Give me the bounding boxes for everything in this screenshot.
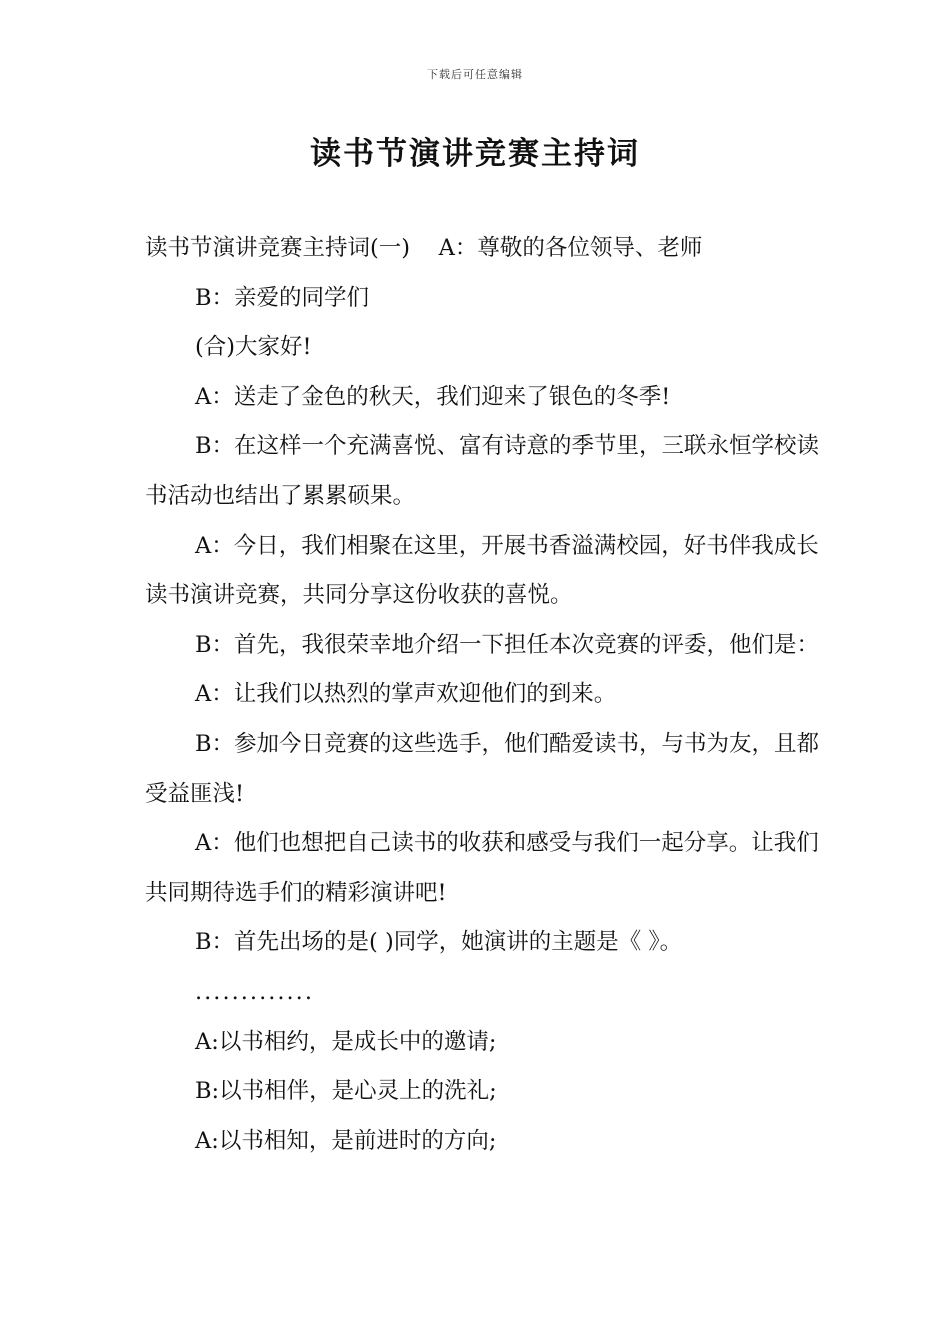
document-body bbox=[145, 224, 825, 1166]
paragraph: A:以书相知，是前进时的方向; bbox=[195, 1127, 497, 1154]
paragraph: B：参加今日竞赛的这些选手，他们酷爱读书，与书为友，且都受益匪浅! bbox=[145, 730, 820, 807]
paragraph: A：送走了金色的秋天，我们迎来了银色的冬季! bbox=[195, 383, 671, 410]
ellipsis-divider: ............. bbox=[195, 978, 314, 1005]
paragraph: B：首先出场的是( )同学，她演讲的主题是《 》。 bbox=[195, 929, 683, 956]
paragraph: B：在这样一个充满喜悦、富有诗意的季节里，三联永恒学校读书活动也结出了累累硕果。 bbox=[145, 433, 820, 509]
paragraph: A：今日，我们相聚在这里，开展书香溢满校园，好书伴我成长读书演讲竞赛，共同分享这份收获的喜悦。 bbox=[145, 532, 819, 609]
paragraph: B：首先，我很荣幸地介绍一下担任本次竞赛的评委，他们是： bbox=[195, 631, 820, 658]
paragraph: A：让我们以热烈的掌声欢迎他们的到来。 bbox=[195, 681, 617, 708]
paragraph-intro: 读书节演讲竞赛主持词(一) A：尊敬的各位领导、老师 bbox=[145, 235, 703, 261]
paragraph-greeting-together: (合)大家好! bbox=[195, 334, 312, 361]
header-note: 下载后可任意编辑 bbox=[427, 68, 523, 81]
paragraph: A:以书相约，是成长中的邀请; bbox=[195, 1028, 497, 1055]
paragraph-greeting-b: B：亲爱的同学们 bbox=[195, 284, 370, 311]
document-title: 读书节演讲竞赛主持词 bbox=[310, 136, 640, 172]
paragraph: B:以书相伴，是心灵上的洗礼; bbox=[195, 1078, 497, 1105]
paragraph: A：他们也想把自己读书的收获和感受与我们一起分享。让我们共同期待选手们的精彩演讲吧! bbox=[145, 830, 819, 906]
